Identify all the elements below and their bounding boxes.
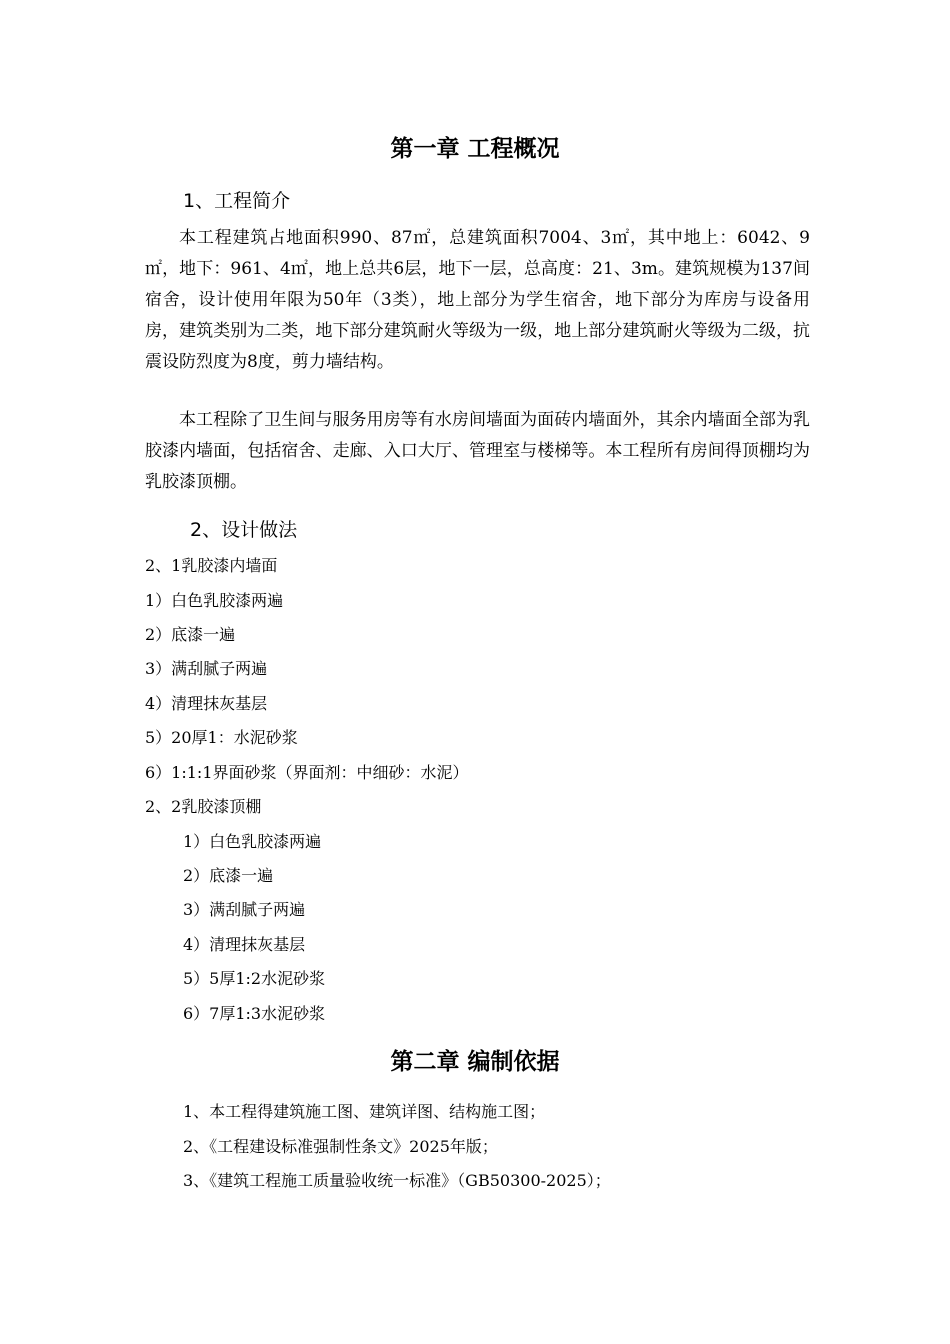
- basis-item-2: 2、《工程建设标准强制性条文》2025年版；: [183, 1137, 498, 1156]
- wall-step-1: 1）白色乳胶漆两遍: [145, 591, 284, 610]
- wall-step-5: 5）20厚1：水泥砂浆: [145, 728, 298, 747]
- ceiling-step-6: 6）7厚1:3水泥砂浆: [183, 1004, 326, 1023]
- basis-item-3: 3、《建筑工程施工质量验收统一标准》（GB50300-2025）；: [183, 1171, 611, 1190]
- section-1-paragraph-2: 本工程除了卫生间与服务用房等有水房间墙面为面砖内墙面外，其余内墙面全部为乳胶漆内墙面，包括宿舍、走廊、入口大厅、管理室与楼梯等。本工程所有房间得顶棚均为乳胶漆顶棚。: [145, 410, 810, 492]
- ceiling-step-4: 4）清理抹灰基层: [183, 935, 306, 954]
- ceiling-step-2: 2）底漆一遍: [183, 866, 274, 885]
- section-1-heading: 1、工程简介: [183, 190, 291, 212]
- wall-step-2: 2）底漆一遍: [145, 625, 236, 644]
- ceiling-step-3: 3）满刮腻子两遍: [183, 900, 306, 919]
- subsection-ceiling-title: 2、2乳胶漆顶棚: [145, 797, 262, 816]
- chapter-1-title: 第一章 工程概况: [390, 136, 560, 162]
- basis-item-1: 1、本工程得建筑施工图、建筑详图、结构施工图；: [183, 1102, 546, 1121]
- wall-step-4: 4）清理抹灰基层: [145, 694, 268, 713]
- section-2-heading: 2、设计做法: [190, 519, 298, 541]
- subsection-wall-title: 2、1乳胶漆内墙面: [145, 556, 278, 575]
- ceiling-step-5: 5）5厚1:2水泥砂浆: [183, 969, 326, 988]
- wall-step-3: 3）满刮腻子两遍: [145, 659, 268, 678]
- section-1-paragraph-1: 本工程建筑占地面积990、87㎡，总建筑面积7004、3㎡，其中地上：6042、9㎡，地下：961、4㎡，地上总共6层，地下一层，总高度：21、3m。建筑规模为137间宿舍，设计使用年限为50年（3类），地上部分为学生宿舍，地下部分为库房与设备用房，建筑类别为二类，地下部分建筑耐火等级为一级，地上部分建筑耐火等级为二级，抗震设防烈度为8度，剪力墙结构。: [145, 228, 810, 372]
- wall-step-6: 6）1:1:1界面砂浆（界面剂：中细砂：水泥）: [145, 763, 469, 782]
- ceiling-step-1: 1）白色乳胶漆两遍: [183, 832, 322, 851]
- chapter-2-title: 第二章 编制依据: [390, 1049, 560, 1075]
